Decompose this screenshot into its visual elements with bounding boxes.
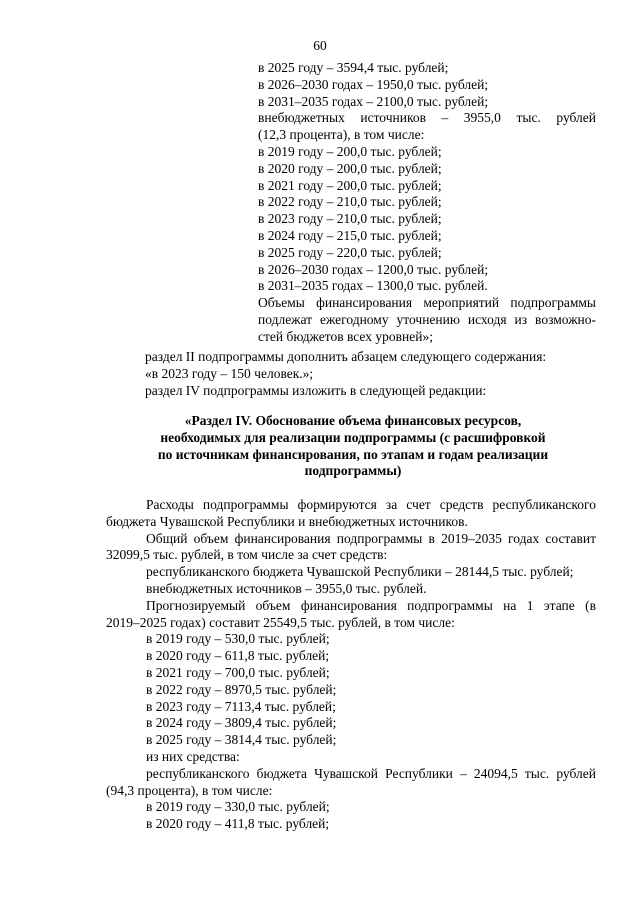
text-line: в 2024 году – 215,0 тыс. рублей;	[258, 227, 442, 243]
text-line: стей бюджетов всех уровней»;	[258, 328, 433, 344]
list-item: в 2025 году – 3814,4 тыс. рублей;	[146, 732, 337, 748]
text-line: в 2026–2030 годах – 1200,0 тыс. рублей;	[258, 261, 489, 277]
paragraph-line: бюджета Чувашской Республики и внебюджетных источников.	[106, 513, 468, 529]
list-item: в 2020 году – 611,8 тыс. рублей;	[146, 648, 330, 664]
heading-line: «Раздел IV. Обоснование объема финансовых ресурсов,	[184, 413, 522, 428]
paragraph-line: Расходы подпрограммы формируются за счет средств республиканского	[146, 497, 596, 512]
heading-line: необходимых для реализации подпрограммы (с расшифровкой	[160, 429, 546, 445]
paragraph-line: из них средства:	[146, 748, 240, 764]
text-line: (12,3 процента), в том числе:	[258, 127, 425, 143]
list-item: в 2021 году – 700,0 тыс. рублей;	[146, 664, 330, 680]
list-item: в 2024 году – 3809,4 тыс. рублей;	[146, 715, 337, 731]
page-number: 60	[313, 38, 327, 53]
text-line: «в 2023 году – 150 человек.»;	[145, 365, 314, 381]
text-line: в 2020 году – 200,0 тыс. рублей;	[258, 160, 442, 176]
paragraph-line: внебюджетных источников – 3955,0 тыс. рублей.	[146, 580, 427, 596]
list-item: в 2019 году – 530,0 тыс. рублей;	[146, 631, 330, 647]
text-line: в 2021 году – 200,0 тыс. рублей;	[258, 177, 442, 193]
paragraph-line: 32099,5 тыс. рублей, в том числе за счет средств:	[106, 547, 388, 563]
section-body	[106, 497, 596, 833]
heading-line: подпрограммы)	[304, 463, 402, 479]
financing-summary-block	[258, 60, 596, 346]
paragraph-line: (94,3 процента), в том числе:	[106, 782, 273, 798]
paragraph-line: Прогнозируемый объем финансирования подпрограммы на 1 этапе (в	[146, 597, 596, 613]
paragraph-line: республиканского бюджета Чувашской Республики – 24094,5 тыс. рублей	[146, 765, 596, 781]
text-line: в 2031–2035 годах – 1300,0 тыс. рублей.	[258, 278, 488, 294]
text-line: раздел IV подпрограммы изложить в следующей редакции:	[145, 382, 487, 398]
list-item: в 2022 году – 8970,5 тыс. рублей;	[146, 681, 337, 697]
heading-line: по источникам финансирования, по этапам и годам реализации	[157, 446, 549, 462]
text-line: в 2031–2035 годах – 2100,0 тыс. рублей;	[258, 93, 489, 109]
text-line: в 2026–2030 годах – 1950,0 тыс. рублей;	[258, 76, 489, 92]
paragraph-line: 2019–2025 годах) составит 25549,5 тыс. рублей, в том числе:	[106, 614, 455, 630]
paragraph-line: республиканского бюджета Чувашской Республики – 28144,5 тыс. рублей;	[146, 564, 574, 580]
section-heading	[110, 413, 596, 480]
text-line: Объемы финансирования мероприятий подпрограммы	[258, 295, 596, 311]
text-line: раздел II подпрограммы дополнить абзацем следующего содержания:	[145, 349, 547, 364]
paragraph-line: Общий объем финансирования подпрограммы в 2019–2035 годах составит	[146, 530, 596, 546]
text-line: подлежат ежегодному уточнению исходя из возможно-	[258, 311, 596, 327]
text-line: в 2022 году – 210,0 тыс. рублей;	[258, 194, 442, 210]
text-line: в 2025 году – 3594,4 тыс. рублей;	[258, 60, 449, 75]
list-item: в 2020 году – 411,8 тыс. рублей;	[146, 816, 330, 832]
text-line: в 2025 году – 220,0 тыс. рублей;	[258, 244, 442, 260]
list-item: в 2023 году – 7113,4 тыс. рублей;	[146, 698, 336, 714]
text-line: в 2019 году – 200,0 тыс. рублей;	[258, 143, 442, 159]
text-line: внебюджетных источников – 3955,0 тыс. рублей	[258, 110, 596, 126]
list-item: в 2019 году – 330,0 тыс. рублей;	[146, 799, 330, 815]
amendment-instructions	[145, 349, 605, 399]
text-line: в 2023 году – 210,0 тыс. рублей;	[258, 211, 442, 227]
